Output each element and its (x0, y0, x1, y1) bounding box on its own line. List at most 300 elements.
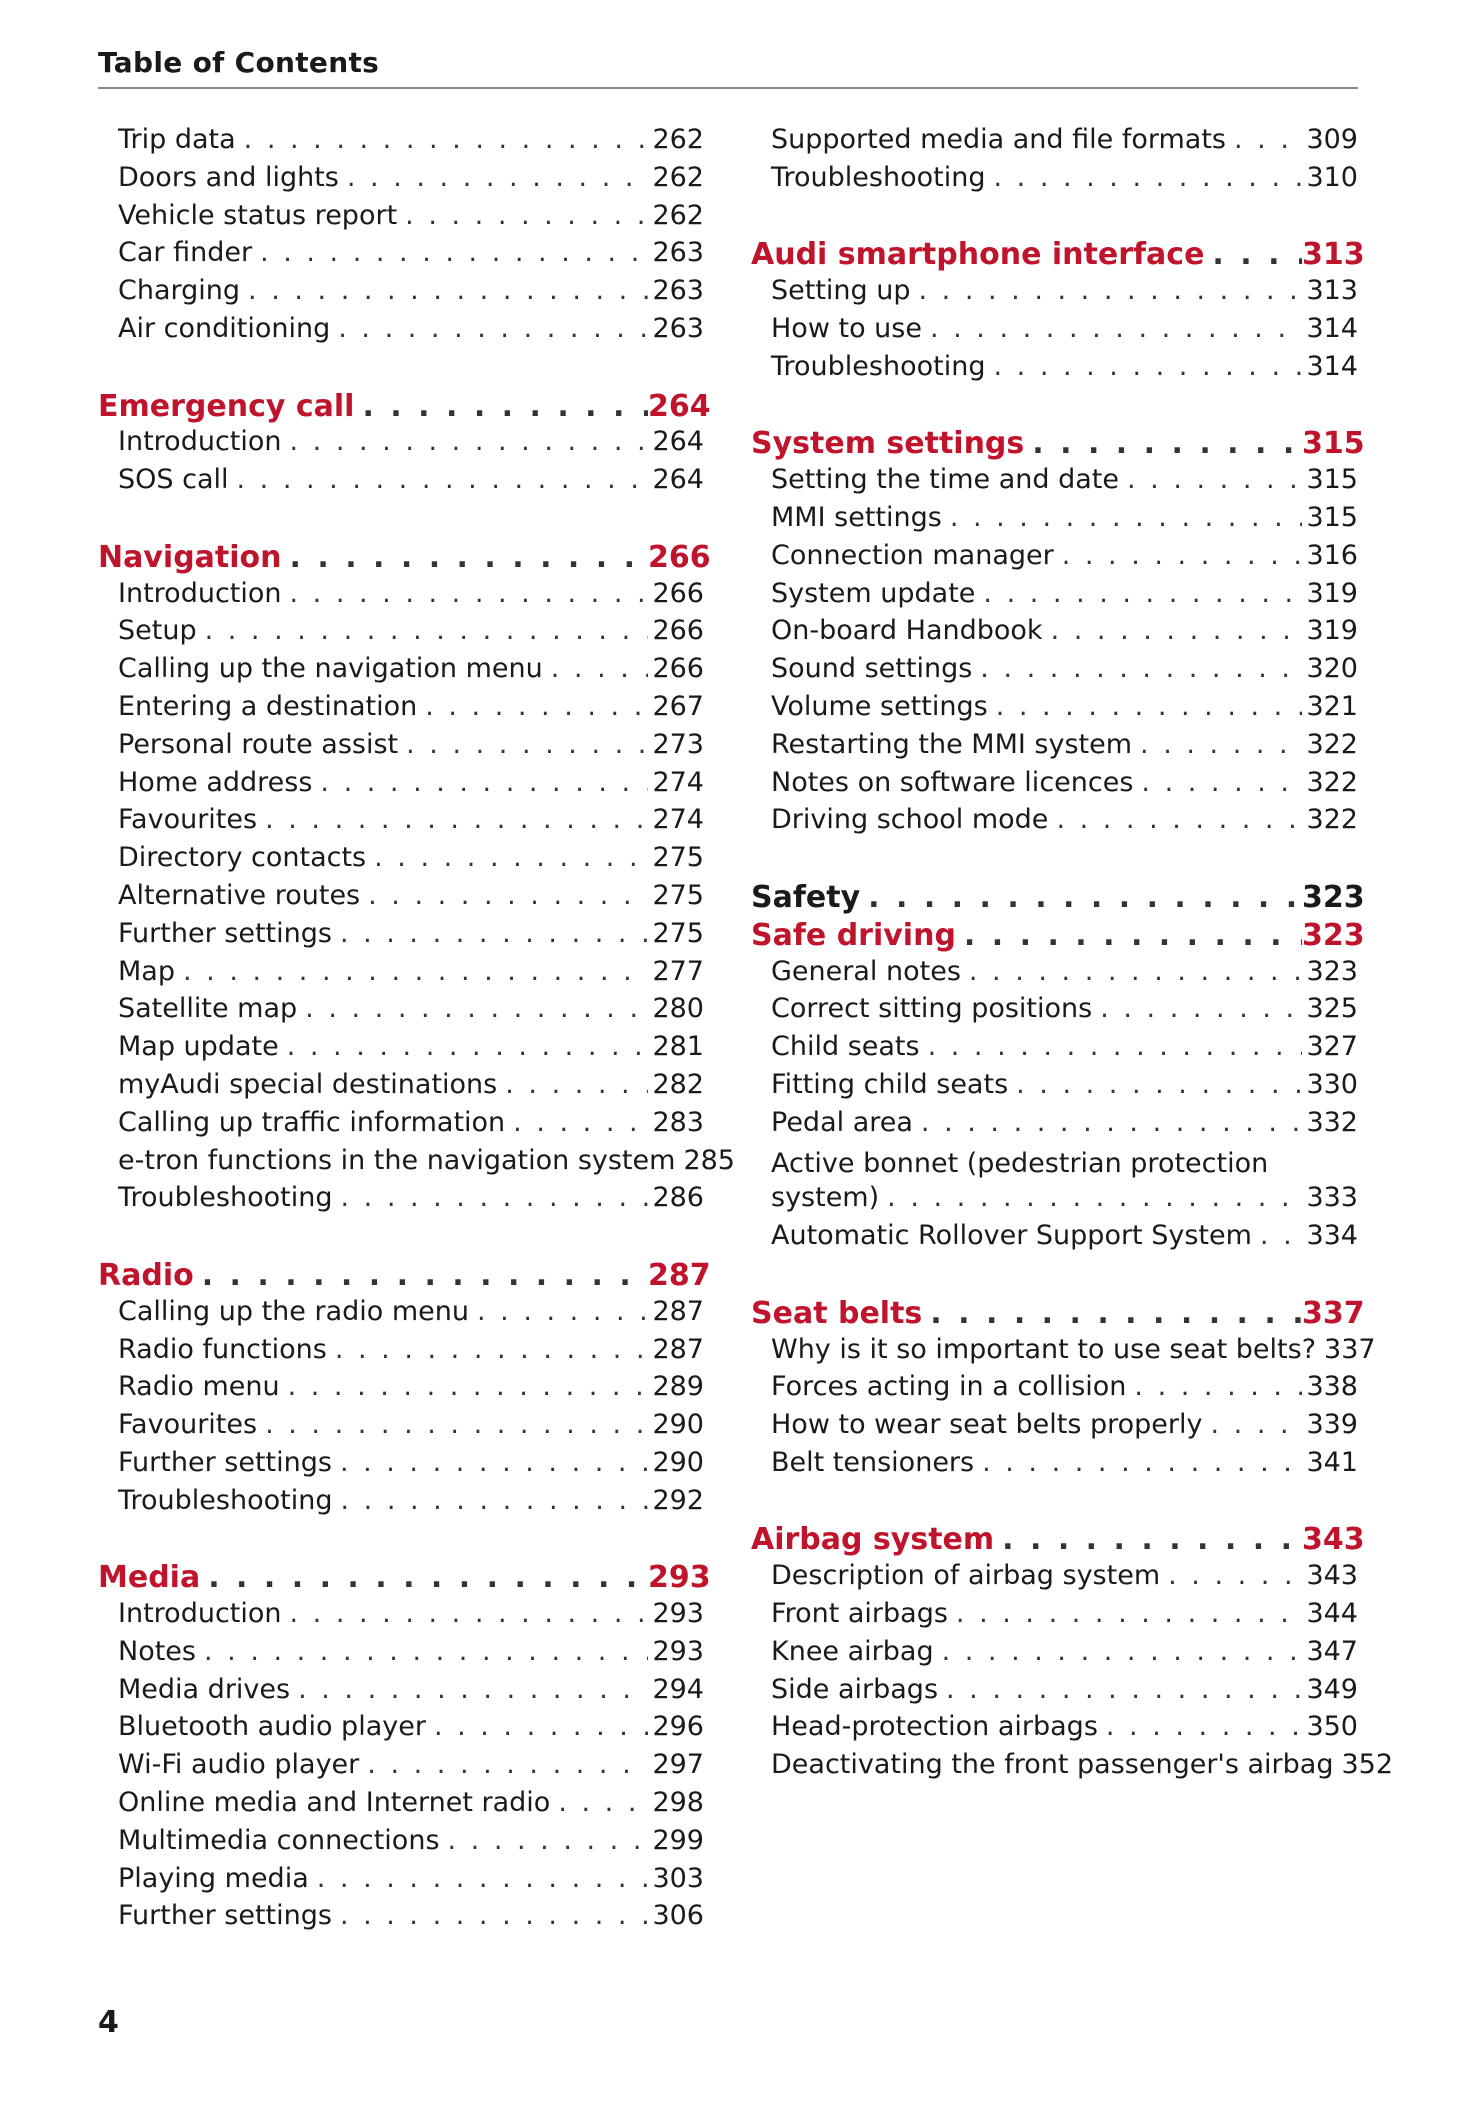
toc-entry-title: Trip data (118, 124, 236, 155)
dot-leader (298, 1674, 648, 1705)
toc-section-title: Airbag system (751, 1522, 995, 1558)
dot-leader (477, 1296, 648, 1327)
toc-section-heading[interactable] (751, 426, 1365, 464)
toc-entry-page: 287 (652, 1333, 704, 1365)
dot-leader (919, 275, 1302, 306)
toc-entry-page: 314 (1306, 350, 1358, 382)
toc-entry[interactable] (751, 729, 1358, 767)
dot-leader (1016, 1069, 1302, 1100)
dot-leader (996, 691, 1302, 722)
toc-entry-page: 282 (652, 1068, 704, 1100)
section-gap (98, 1220, 704, 1258)
dot-leader (260, 237, 648, 268)
toc-entry-title: Correct sitting positions (771, 993, 1093, 1025)
toc-entry-page: 275 (652, 879, 704, 911)
toc-section-heading[interactable] (98, 1560, 711, 1598)
toc-entry[interactable] (98, 162, 704, 200)
toc-entry-title: Knee airbag (771, 1635, 934, 1667)
dot-leader (340, 1447, 648, 1478)
toc-entry[interactable] (751, 1711, 1358, 1749)
dot-leader (374, 842, 648, 873)
dot-leader (1210, 1409, 1302, 1440)
toc-entry-title: Radio menu (118, 1371, 280, 1403)
toc-entry[interactable] (98, 804, 704, 842)
toc-entry-page: 299 (652, 1824, 704, 1856)
dot-leader (1134, 1371, 1302, 1402)
toc-entry[interactable] (98, 1900, 704, 1938)
dot-leader (930, 313, 1302, 344)
toc-entry-page: 267 (652, 690, 704, 722)
dot-leader (434, 1711, 648, 1742)
toc-section-page: 293 (648, 1560, 711, 1596)
toc-entry-page: 262 (652, 199, 704, 231)
toc-entry-title: Air conditioning (118, 312, 331, 344)
toc-entry[interactable] (751, 1031, 1358, 1069)
toc-entry-title: Belt tensioners (771, 1446, 975, 1478)
toc-entry[interactable] (98, 1031, 704, 1069)
toc-entry-title: Wi-Fi audio player (118, 1749, 360, 1781)
dot-leader (964, 918, 1302, 953)
dot-leader (202, 1258, 648, 1293)
toc-entry[interactable] (98, 313, 704, 351)
toc-chapter-page: 323 (1302, 879, 1365, 915)
toc-entry[interactable] (98, 1749, 704, 1787)
section-gap (751, 1485, 1358, 1523)
toc-entry-title: Introduction (118, 426, 282, 458)
toc-entry[interactable] (751, 1749, 1394, 1787)
dot-leader (367, 1749, 648, 1780)
toc-entry-page: 292 (652, 1484, 704, 1516)
dot-leader (980, 653, 1302, 684)
toc-entry[interactable] (98, 578, 704, 616)
toc-entry-page: 347 (1306, 1635, 1358, 1667)
toc-entry[interactable] (98, 124, 704, 162)
toc-entry-page: 341 (1306, 1446, 1358, 1478)
toc-entry[interactable] (98, 1674, 704, 1712)
toc-entry[interactable] (751, 804, 1358, 842)
toc-entry[interactable] (751, 1107, 1358, 1145)
toc-entry-page: 332 (1306, 1106, 1358, 1138)
toc-entry-title: Setup (118, 615, 197, 647)
toc-entry-page: 277 (652, 955, 704, 987)
dot-leader (1140, 729, 1302, 760)
toc-entry-title: Front airbags (771, 1598, 948, 1630)
dot-leader (558, 1787, 648, 1818)
toc-entry-title: Home address (118, 766, 313, 798)
toc-entry[interactable] (751, 540, 1358, 578)
toc-entry[interactable] (98, 1144, 735, 1183)
toc-entry-page: 303 (652, 1862, 704, 1894)
toc-section-page: 315 (1302, 426, 1365, 462)
toc-entry-title: General notes (771, 955, 961, 987)
toc-entry-page: 290 (652, 1409, 704, 1441)
toc-entry[interactable] (98, 880, 704, 918)
toc-entry-page: 266 (652, 615, 704, 647)
toc-entry-title: Map (118, 955, 175, 987)
toc-entry-page: 316 (1306, 539, 1358, 571)
toc-chapter-title: Safety (751, 879, 861, 915)
toc-entry[interactable] (751, 502, 1358, 540)
toc-entry-page: 262 (652, 124, 704, 155)
dot-leader (1260, 1220, 1302, 1251)
dot-leader (993, 162, 1302, 193)
toc-entry-title: Volume settings (771, 690, 988, 722)
toc-entry[interactable] (751, 653, 1358, 691)
toc-entry[interactable] (98, 993, 704, 1031)
toc-entry[interactable] (98, 653, 704, 691)
toc-entry-page: 319 (1306, 615, 1358, 647)
toc-entry-title: Further settings (118, 1446, 332, 1478)
toc-entry-page: 330 (1306, 1068, 1358, 1100)
toc-entry-title: How to use (771, 312, 922, 344)
toc-entry-page: 275 (652, 842, 704, 874)
toc-entry[interactable] (751, 1220, 1358, 1258)
toc-entry-page: 313 (1306, 275, 1358, 307)
toc-section-title: Seat belts (751, 1295, 923, 1331)
toc-section-title: Navigation (98, 539, 282, 575)
toc-entry[interactable] (751, 464, 1358, 502)
dot-leader (982, 1447, 1302, 1478)
toc-entry[interactable] (98, 237, 704, 275)
toc-entry-page: 287 (652, 1295, 704, 1327)
dot-leader (1056, 804, 1302, 835)
toc-entry-page: 263 (652, 275, 704, 307)
toc-section-heading[interactable] (751, 917, 1365, 956)
dot-leader (290, 578, 648, 609)
toc-section-page: 287 (648, 1257, 711, 1293)
toc-section-heading[interactable] (751, 1295, 1365, 1334)
toc-entry-title: Troubleshooting (118, 1484, 333, 1516)
toc-section-title: Audi smartphone interface (751, 237, 1205, 273)
toc-entry-page: 274 (652, 766, 704, 798)
toc-entry-title: Sound settings (771, 653, 973, 685)
toc-entry[interactable] (98, 1371, 704, 1409)
dot-leader (320, 767, 648, 798)
toc-entry-title: Automatic Rollover Support System (771, 1220, 1252, 1252)
toc-entry-title: Deactivating the front passenger's airbag (771, 1749, 1334, 1781)
toc-entry-title: Doors and lights (118, 161, 339, 193)
toc-entry-page: 322 (1306, 766, 1358, 798)
toc-entry-title-line2: system) (771, 1182, 880, 1214)
toc-entry-title: myAudi special destinations (118, 1068, 498, 1100)
dot-leader (993, 351, 1302, 382)
toc-entry[interactable] (98, 1485, 704, 1523)
section-gap (751, 200, 1358, 238)
dot-leader (946, 1674, 1302, 1705)
toc-entry-title: Further settings (118, 1900, 332, 1932)
dot-leader (1106, 1711, 1302, 1742)
toc-section-title: Emergency call (98, 388, 355, 424)
dot-leader (205, 615, 648, 646)
toc-entry[interactable] (751, 578, 1358, 616)
toc-entry-title: System update (771, 577, 976, 609)
toc-entry[interactable] (751, 993, 1358, 1031)
toc-entry-title: Side airbags (771, 1673, 939, 1705)
page-number: 4 (98, 2005, 119, 2040)
dot-leader (204, 1636, 648, 1667)
toc-entry[interactable] (98, 426, 704, 464)
dot-leader (340, 1485, 648, 1516)
section-gap (751, 1258, 1358, 1296)
toc-entry-page: 333 (1306, 1182, 1358, 1214)
toc-entry[interactable] (98, 464, 704, 502)
header-divider (98, 87, 1358, 89)
toc-entry-page: 264 (652, 426, 704, 458)
dot-leader (983, 578, 1302, 609)
dot-leader (950, 502, 1302, 533)
toc-entry-title: Vehicle status report (118, 199, 398, 231)
toc-entry-page: 321 (1306, 690, 1358, 722)
dot-leader (244, 124, 648, 155)
dot-leader (265, 1409, 648, 1440)
toc-entry-title: Multimedia connections (118, 1824, 440, 1856)
toc-section-page: 337 (1302, 1295, 1365, 1331)
dot-leader (368, 880, 648, 911)
toc-entry-page: 297 (652, 1749, 704, 1781)
toc-entry[interactable] (751, 1409, 1358, 1447)
toc-entry-title: Entering a destination (118, 690, 418, 722)
toc-section-heading[interactable] (751, 237, 1365, 275)
toc-entry-title: Notes on software licences (771, 766, 1134, 798)
dot-leader (208, 1560, 648, 1595)
toc-entry-page: 319 (1306, 577, 1358, 609)
toc-entry[interactable] (98, 200, 704, 238)
toc-section-page: 266 (648, 539, 711, 575)
toc-entry-title: Troubleshooting (771, 161, 986, 193)
dot-leader (868, 880, 1302, 915)
section-gap (98, 351, 704, 389)
dot-leader (551, 653, 648, 684)
toc-entry[interactable] (98, 275, 704, 313)
toc-entry[interactable] (751, 615, 1358, 653)
toc-section-page: 343 (1302, 1522, 1365, 1558)
toc-section-page: 264 (648, 388, 711, 424)
toc-entry-page: 273 (652, 728, 704, 760)
toc-entry-title: Setting the time and date (771, 464, 1119, 496)
toc-entry-title: Fitting child seats (771, 1068, 1009, 1100)
toc-entry[interactable] (98, 1069, 704, 1107)
toc-entry-page: 306 (652, 1900, 704, 1932)
toc-section-title: Safe driving (751, 917, 956, 953)
toc-entry-page: 315 (1306, 501, 1358, 533)
toc-entry-title: Setting up (771, 275, 911, 307)
dot-leader (335, 1334, 648, 1365)
toc-entry[interactable] (751, 1447, 1358, 1485)
toc-entry[interactable] (98, 1409, 704, 1447)
dot-leader (340, 918, 648, 949)
toc-entry-title: Directory contacts (118, 842, 367, 874)
toc-entry-page: 289 (652, 1371, 704, 1403)
dot-leader (347, 162, 648, 193)
toc-entry-title: Media drives (118, 1673, 291, 1705)
toc-section-heading[interactable] (98, 388, 711, 427)
dot-leader (1051, 615, 1302, 646)
toc-entry-page: 327 (1306, 1031, 1358, 1063)
dot-leader (340, 1900, 648, 1931)
toc-entry-title: Charging (118, 275, 241, 307)
dot-leader (237, 464, 648, 495)
toc-right-column (751, 124, 1394, 1787)
toc-entry[interactable] (98, 1182, 704, 1220)
dot-leader (317, 1863, 648, 1894)
toc-entry-page: 310 (1306, 161, 1358, 193)
toc-entry[interactable] (98, 956, 704, 994)
toc-entry[interactable] (98, 1711, 704, 1749)
toc-entry[interactable] (98, 1825, 704, 1863)
toc-entry[interactable] (98, 691, 704, 729)
toc-entry-page: 266 (652, 653, 704, 685)
toc-entry[interactable] (98, 1636, 704, 1674)
toc-entry[interactable] (751, 1598, 1358, 1636)
toc-entry-page: 309 (1306, 124, 1358, 155)
toc-left-column (98, 124, 735, 1938)
dot-leader (183, 956, 648, 987)
dot-leader (921, 1107, 1302, 1138)
toc-entry-page: 274 (652, 804, 704, 836)
toc-entry-title: Alternative routes (118, 879, 361, 911)
toc-entry-title: Troubleshooting (771, 350, 986, 382)
toc-entry-page: 280 (652, 993, 704, 1025)
toc-entry[interactable] (98, 1296, 704, 1334)
toc-entry[interactable] (751, 1069, 1358, 1107)
toc-entry[interactable] (751, 162, 1358, 200)
toc-entry[interactable] (98, 729, 704, 767)
dot-leader (290, 540, 648, 575)
dot-leader (362, 389, 648, 424)
toc-entry-page: 323 (1306, 955, 1358, 987)
dot-leader (338, 313, 648, 344)
toc-entry[interactable] (751, 1636, 1358, 1674)
toc-entry[interactable] (751, 351, 1358, 389)
toc-entry[interactable] (751, 1333, 1376, 1372)
toc-entry-page: 263 (652, 237, 704, 269)
toc-entry-title: Radio functions (118, 1333, 327, 1365)
toc-entry-page: 350 (1306, 1711, 1358, 1743)
dot-leader (340, 1182, 648, 1213)
dot-leader (1168, 1560, 1302, 1591)
toc-entry-title: On-board Handbook (771, 615, 1043, 647)
toc-entry[interactable] (98, 1447, 704, 1485)
dot-leader (288, 1371, 648, 1402)
toc-entry-title: Forces acting in a collision (771, 1371, 1127, 1403)
toc-entry-title: Playing media (118, 1862, 309, 1894)
toc-section-page: 323 (1302, 917, 1365, 953)
toc-entry-page: 349 (1306, 1673, 1358, 1705)
dot-leader (406, 729, 648, 760)
toc-entry[interactable] (751, 767, 1358, 805)
toc-entry[interactable] (751, 691, 1358, 729)
toc-entry-title: Online media and Internet radio (118, 1787, 551, 1819)
toc-entry-title: MMI settings (771, 501, 942, 533)
toc-entry-page: 290 (652, 1446, 704, 1478)
toc-section-heading[interactable] (98, 1257, 711, 1296)
toc-entry-page: 263 (652, 312, 704, 344)
toc-entry[interactable] (98, 1107, 704, 1145)
toc-entry[interactable] (98, 842, 704, 880)
toc-entry[interactable] (751, 1371, 1358, 1409)
toc-entry-title-line1[interactable]: Active bonnet (pedestrian protection (771, 1147, 1269, 1179)
dot-leader (405, 200, 648, 231)
toc-entry-page: 315 (1306, 464, 1358, 496)
toc-entry[interactable] (98, 1598, 704, 1636)
toc-entry-title: Supported media and file formats (771, 124, 1226, 155)
toc-section-heading[interactable] (751, 1522, 1365, 1560)
toc-entry[interactable] (98, 1334, 704, 1372)
toc-entry-title: Introduction (118, 1598, 282, 1630)
toc-entry-page: 283 (652, 1106, 704, 1138)
dot-leader (1062, 540, 1302, 571)
dot-leader (290, 426, 648, 457)
dot-leader (265, 804, 648, 835)
page-title: Table of Contents (98, 46, 380, 79)
toc-entry-title: Child seats (771, 1031, 920, 1063)
toc-entry-title: Favourites (118, 1409, 258, 1441)
toc-entry-title: Calling up the navigation menu (118, 653, 543, 685)
toc-entry[interactable] (98, 1863, 704, 1901)
toc-entry-title: Further settings (118, 917, 332, 949)
toc-entry-title: e-tron functions in the navigation system (118, 1144, 676, 1176)
toc-entry-page: 314 (1306, 312, 1358, 344)
dot-leader (930, 1296, 1302, 1331)
toc-entry-page: 293 (652, 1598, 704, 1630)
toc-entry-page: 322 (1306, 804, 1358, 836)
toc-entry-page: 264 (652, 464, 704, 496)
toc-section-page: 313 (1302, 237, 1365, 273)
toc-entry-title: Restarting the MMI system (771, 728, 1133, 760)
toc-entry-page: 325 (1306, 993, 1358, 1025)
toc-entry-title: Car finder (118, 237, 253, 269)
section-gap (98, 502, 704, 540)
toc-entry-title: Notes (118, 1635, 196, 1667)
toc-entry[interactable] (98, 615, 704, 653)
toc-entry[interactable] (751, 956, 1358, 994)
toc-entry-page: 262 (652, 161, 704, 193)
toc-entry-page: 275 (652, 917, 704, 949)
toc-entry-page: 334 (1306, 1220, 1358, 1252)
dot-leader (287, 1031, 648, 1062)
toc-section-heading[interactable] (98, 539, 711, 578)
section-gap (98, 1522, 704, 1560)
dot-leader (887, 1182, 1302, 1213)
toc-entry[interactable] (751, 1182, 1358, 1220)
toc-entry[interactable] (751, 313, 1358, 351)
toc-entry-title: Head-protection airbags (771, 1711, 1098, 1743)
dot-leader (969, 956, 1302, 987)
toc-chapter-heading[interactable] (751, 879, 1365, 918)
toc-entry[interactable] (751, 1560, 1358, 1598)
toc-entry-title: Troubleshooting (118, 1182, 333, 1214)
toc-entry-page: 285 (683, 1144, 735, 1176)
toc-section-title: System settings (751, 426, 1025, 462)
toc-entry[interactable] (751, 1674, 1358, 1712)
toc-entry[interactable] (751, 275, 1358, 313)
dot-leader (290, 1598, 648, 1629)
toc-entry[interactable] (98, 1787, 704, 1825)
toc-entry[interactable] (98, 767, 704, 805)
toc-entry[interactable] (98, 918, 704, 956)
toc-entry-page: 298 (652, 1787, 704, 1819)
dot-leader (1100, 993, 1302, 1024)
toc-entry[interactable] (751, 124, 1358, 162)
toc-entry-title: Introduction (118, 577, 282, 609)
toc-entry-title: Pedal area (771, 1106, 913, 1138)
toc-entry-title: How to wear seat belts properly (771, 1409, 1203, 1441)
toc-entry-title: Description of airbag system (771, 1560, 1161, 1592)
toc-entry-page: 294 (652, 1673, 704, 1705)
toc-entry-title: SOS call (118, 464, 229, 496)
toc-entry-title: Map update (118, 1031, 279, 1063)
dot-leader (513, 1107, 648, 1138)
